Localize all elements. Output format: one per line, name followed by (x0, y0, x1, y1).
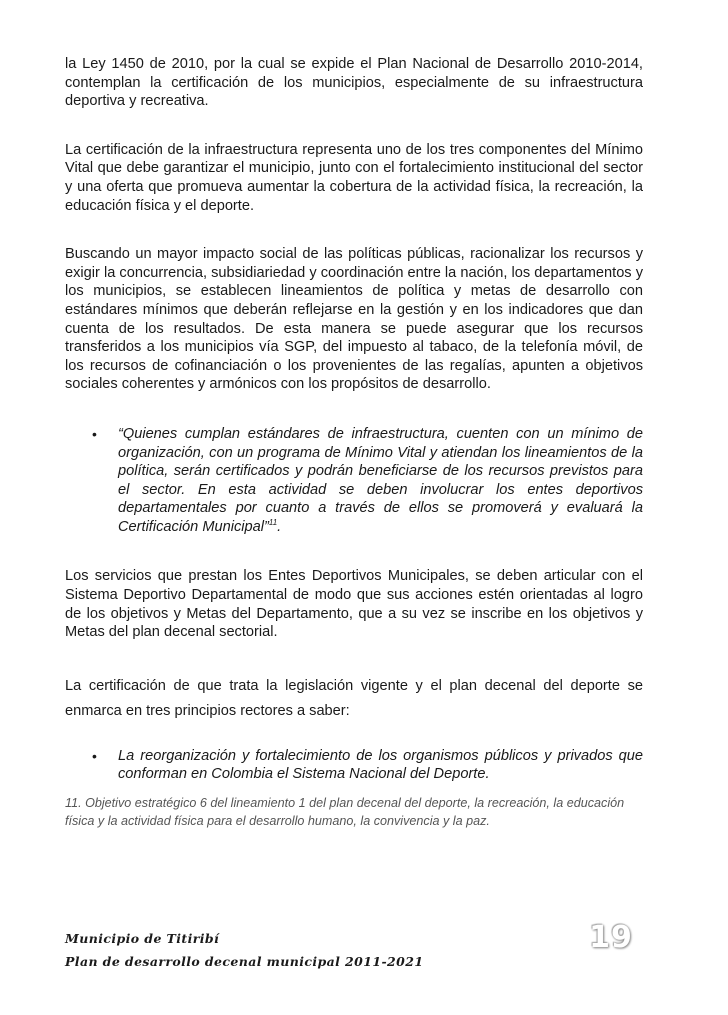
paragraph-principios-rectores: La certificación de que trata la legislación vigente y el plan decenal del deporte se enmarca en tres principios rectores a saber: (65, 677, 643, 719)
paragraph-ley-1450: la Ley 1450 de 2010, por la cual se expide el Plan Nacional de Desarrollo 2010-2014, contemplan la certificación de los municipios, especialmente de su infraestructura deportiva y recreativa. (65, 56, 643, 110)
footer-municipality: Municipio de Titiribí (65, 931, 220, 946)
footnote: 11. Objetivo estratégico 6 del lineamiento 1 del plan decenal del deporte, la recreación, la educación física y la actividad física para el desarrollo humano, la convivencia y la paz. (65, 796, 625, 829)
page-number: 19 (589, 920, 633, 955)
page-footer (65, 927, 423, 973)
page-body (65, 55, 643, 830)
principle-bullet-item (65, 747, 643, 784)
quote-bullet-item (65, 425, 643, 537)
quote-end: . (277, 518, 282, 535)
paragraph-servicios-entes: Los servicios que prestan los Entes Deportivos Municipales, se deben articular con el Sistema Deportivo Departamental de modo que sus acciones estén orientadas al logro de los objetivos y Metas del Departamento, que a su vez se inscribe en los objetivos y Metas del plan decenal sectorial. (65, 568, 643, 641)
quote-text: “Quienes cumplan estándares de infraestructura, cuenten con un mínimo de organización, con un programa de Mínimo Vital y atiendan los lineamientos de la política, serán certificados y podrán beneficiarse de los recursos previstos para el sector. En esta actividad se deben involucrar los entes deportivos departamentales por cuanto a través de ellos se promoverá y evaluará la Certificación Municipal” (118, 425, 643, 535)
bullet-icon: • (92, 425, 97, 442)
bullet-icon: • (92, 747, 97, 764)
quote-block (118, 425, 643, 537)
footnote-reference[interactable]: 11 (268, 518, 278, 528)
paragraph-certificacion-infraestructura: La certificación de la infraestructura representa uno de los tres componentes del Mínimo Vital que debe garantizar el municipio, junto con el fortalecimiento institucional del sector y una oferta que promueva aumentar la cobertura de la actividad física, la recreación, la educación física y el deporte. (65, 141, 643, 214)
principle-text: La reorganización y fortalecimiento de los organismos públicos y privados que conforman en Colombia el Sistema Nacional del Deporte. (118, 747, 643, 783)
paragraph-impacto-social: Buscando un mayor impacto social de las políticas públicas, racionalizar los recursos y exigir la concurrencia, subsidiariedad y coordinación entre la nación, los departamentos y los municipios, se establecen lineamientos de política y metas de desarrollo con estándares mínimos que deberán reflejarse en la gestión y en los indicadores que dan cuenta de los resultados. De esta manera se puede asegurar que los recursos transferidos a los municipios vía SGP, del impuesto al tabaco, de la telefonía móvil, de los recursos de cofinanciación o los provenientes de las regalías, apunten a objetivos sociales coherentes y armónicos con los propósitos de desarrollo. (65, 246, 643, 393)
footer-plan-title: Plan de desarrollo decenal municipal 2011-2021 (65, 954, 424, 969)
